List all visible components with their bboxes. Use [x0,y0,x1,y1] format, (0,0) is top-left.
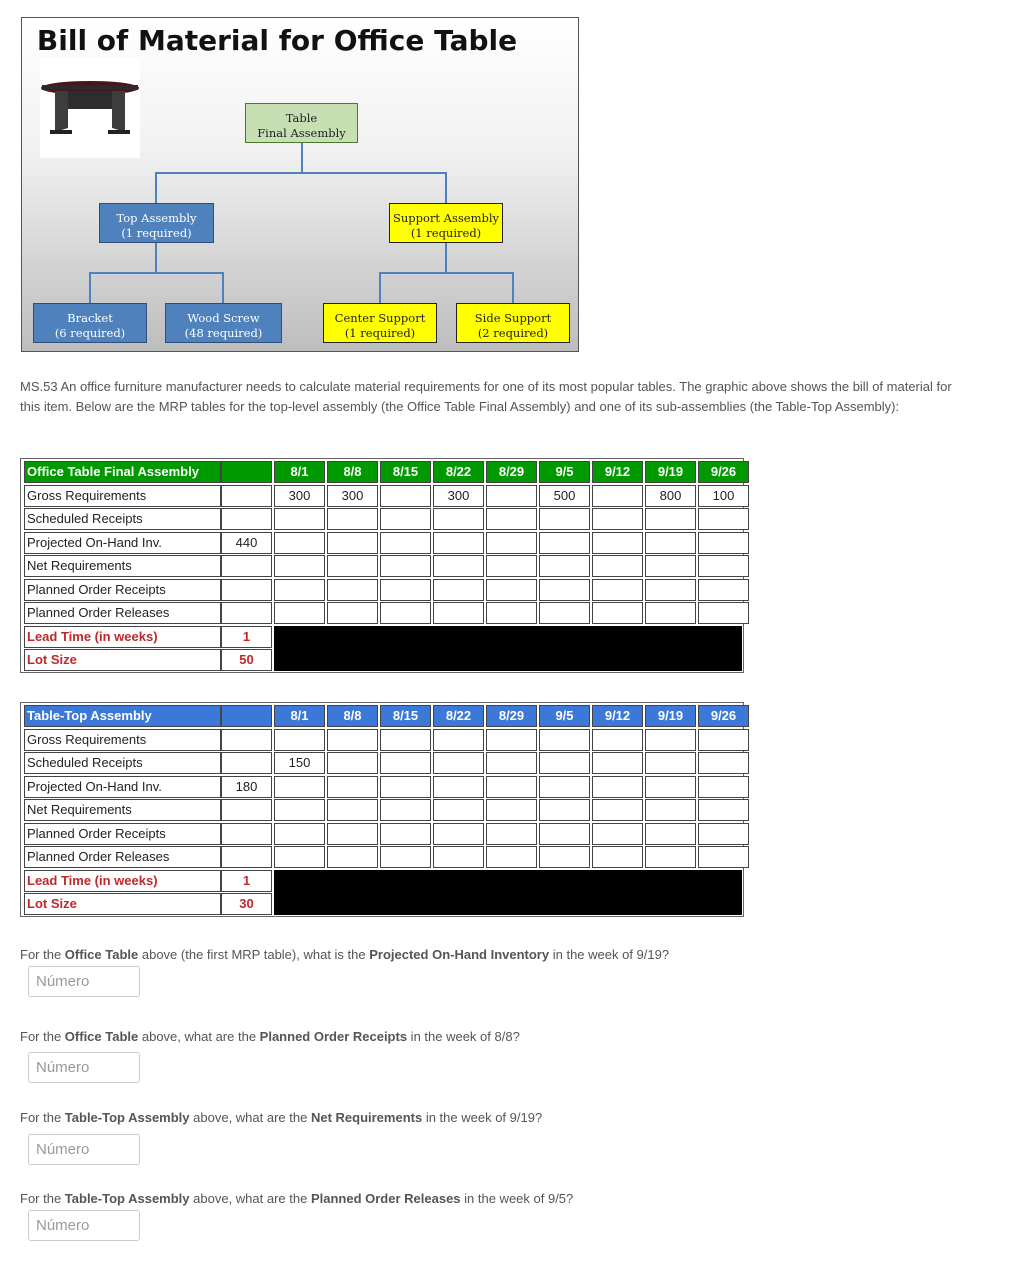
lot-size-value: 30 [221,893,272,915]
mrp-cell [645,532,696,554]
mrp-cell [539,823,590,845]
mrp-cell [274,729,325,751]
mrp-row-initial: 440 [221,532,272,554]
mrp-cell [380,508,431,530]
mrp-week-header: 8/8 [327,705,378,727]
mrp-cell [380,579,431,601]
mrp-row-label: Planned Order Releases [24,602,221,624]
mrp-row-initial [221,602,272,624]
mrp-cell [433,823,484,845]
mrp-week-header: 9/12 [592,461,643,483]
answer-input-4[interactable] [28,1210,140,1241]
mrp-row-label: Planned Order Releases [24,846,221,868]
mrp-cell [486,579,537,601]
mrp-week-header: 9/5 [539,461,590,483]
mrp-row-label: Net Requirements [24,555,221,577]
mrp-cell [327,579,378,601]
answer-input-2[interactable] [28,1052,140,1083]
mrp-week-header: 8/22 [433,461,484,483]
mrp-cell [274,602,325,624]
connector [155,172,157,203]
mrp-cell [698,579,749,601]
mrp-row-label: Scheduled Receipts [24,752,221,774]
mrp-cell [698,799,749,821]
mrp-cell [486,508,537,530]
lot-size-label: Lot Size [24,893,221,915]
mrp-row-label: Planned Order Receipts [24,823,221,845]
mrp-cell [645,508,696,530]
mrp-cell [698,823,749,845]
mrp-week-header: 8/29 [486,461,537,483]
mrp-cell [592,508,643,530]
mrp-row-initial [221,485,272,507]
mrp-cell [539,508,590,530]
mrp-row-label: Planned Order Receipts [24,579,221,601]
mrp-cell [592,532,643,554]
mrp-cell [433,752,484,774]
mrp-row-label: Scheduled Receipts [24,508,221,530]
mrp-cell [380,602,431,624]
mrp-cell [327,602,378,624]
mrp-cell [645,823,696,845]
question-4: For the Table-Top Assembly above, what are the Planned Order Releases in the week of 9/5? [20,1191,574,1206]
mrp-row-label: Projected On-Hand Inv. [24,532,221,554]
bom-diagram [21,17,579,352]
bom-title: Bill of Material for Office Table [36,24,518,57]
mrp-cell [592,752,643,774]
question-3: For the Table-Top Assembly above, what are the Net Requirements in the week of 9/19? [20,1110,543,1125]
mrp-row-initial [221,846,272,868]
mrp-row-label: Net Requirements [24,799,221,821]
mrp-table-table-top [20,702,744,917]
mrp-week-header: 8/29 [486,705,537,727]
mrp-header-blank [221,705,272,727]
mrp-row-initial [221,508,272,530]
mrp-cell [327,532,378,554]
mrp-cell [380,532,431,554]
problem-statement: MS.53 An office furniture manufacturer needs to calculate material requirements for one of its most popular tables. The graphic above shows the bill of material for this item. Below are the MRP tables for the top-level assembly (the Office Table Final Assembly) and one of its sub-assemblies (the Table-Top Assembly): [20,379,952,414]
mrp-header-blank [221,461,272,483]
mrp-cell [486,846,537,868]
mrp-week-header: 9/5 [539,705,590,727]
answer-input-3[interactable] [28,1134,140,1165]
mrp-week-header: 9/26 [698,461,749,483]
mrp-cell [486,776,537,798]
mrp-cell [539,846,590,868]
mrp-week-header: 9/19 [645,705,696,727]
mrp-cell [592,485,643,507]
mrp-cell [274,823,325,845]
lead-time-value: 1 [221,626,272,648]
mrp-cell [274,508,325,530]
question-2: For the Office Table above, what are the Planned Order Receipts in the week of 8/8? [20,1029,520,1044]
mrp-cell [274,555,325,577]
mrp-cell [592,602,643,624]
connector [155,243,157,273]
mrp-cell [433,508,484,530]
mrp-row-initial [221,823,272,845]
connector [89,272,224,274]
answer-input-1[interactable] [28,966,140,997]
mrp-row-label: Projected On-Hand Inv. [24,776,221,798]
connector [379,272,514,274]
mrp-cell [592,579,643,601]
mrp-cell [433,846,484,868]
mrp-cell [433,555,484,577]
mrp-cell [327,555,378,577]
mrp-cell [274,579,325,601]
mrp-cell [592,776,643,798]
mrp-cell: 500 [539,485,590,507]
node-side-support: Side Support (2 required) [456,303,570,343]
mrp-cell [698,846,749,868]
mrp-cell [327,752,378,774]
mrp-cell [380,799,431,821]
mrp-cell [486,799,537,821]
mrp-cell: 300 [274,485,325,507]
mrp-cell [327,799,378,821]
mrp-cell [433,799,484,821]
mrp-cell [380,776,431,798]
mrp-cell [592,799,643,821]
mrp-cell: 100 [698,485,749,507]
mrp-cell [274,776,325,798]
mrp-cell [486,752,537,774]
mrp-cell [698,532,749,554]
mrp-cell [698,602,749,624]
lot-size-label: Lot Size [24,649,221,671]
mrp-row-initial [221,579,272,601]
mrp-cell: 150 [274,752,325,774]
node-support-assembly: Support Assembly (1 required) [389,203,503,243]
mrp-cell [486,729,537,751]
mrp-cell [486,485,537,507]
mrp-cell [645,555,696,577]
mrp-cell [645,602,696,624]
mrp-cell [539,752,590,774]
node-center-support: Center Support (1 required) [323,303,437,343]
mrp-cell [486,555,537,577]
mrp-cell [698,508,749,530]
mrp-week-header: 9/19 [645,461,696,483]
mrp-row-initial [221,752,272,774]
mrp-cell [433,729,484,751]
blocked-area [274,870,742,916]
mrp-cell [698,555,749,577]
lead-time-value: 1 [221,870,272,892]
mrp-cell [698,729,749,751]
mrp-cell [539,776,590,798]
lead-time-label: Lead Time (in weeks) [24,870,221,892]
mrp-cell [380,555,431,577]
mrp-week-header: 8/1 [274,461,325,483]
mrp-cell [380,846,431,868]
node-bracket: Bracket (6 required) [33,303,147,343]
mrp-cell [592,846,643,868]
mrp-cell [327,823,378,845]
mrp-cell [698,776,749,798]
mrp-cell [539,799,590,821]
mrp-cell [380,752,431,774]
mrp-cell [645,799,696,821]
mrp-cell: 300 [327,485,378,507]
mrp-cell [539,579,590,601]
mrp-cell [486,532,537,554]
mrp-week-header: 9/26 [698,705,749,727]
mrp-cell [274,846,325,868]
mrp-cell [539,602,590,624]
mrp-cell [327,508,378,530]
connector [155,172,447,174]
mrp-cell: 800 [645,485,696,507]
mrp-cell [274,799,325,821]
mrp-week-header: 9/12 [592,705,643,727]
mrp-cell [592,729,643,751]
mrp-cell [645,752,696,774]
node-table-final-assembly: Table Final Assembly [245,103,358,143]
mrp-header-title: Table-Top Assembly [24,705,221,727]
mrp-row-label: Gross Requirements [24,729,221,751]
mrp-cell [327,846,378,868]
mrp-cell [380,823,431,845]
mrp-cell [539,532,590,554]
mrp-cell [433,579,484,601]
mrp-week-header: 8/1 [274,705,325,727]
mrp-cell [433,602,484,624]
node-top-assembly: Top Assembly (1 required) [99,203,214,243]
connector [89,272,91,303]
blocked-area [274,626,742,672]
mrp-week-header: 8/22 [433,705,484,727]
mrp-cell [645,776,696,798]
mrp-cell [327,729,378,751]
office-table-icon [40,58,140,158]
connector [222,272,224,303]
mrp-cell [698,752,749,774]
connector [445,172,447,203]
mrp-cell [380,729,431,751]
office-table-image [40,58,140,158]
mrp-cell [433,776,484,798]
mrp-header-title: Office Table Final Assembly [24,461,221,483]
mrp-row-label: Gross Requirements [24,485,221,507]
mrp-cell [327,776,378,798]
question-1: For the Office Table above (the first MRP table), what is the Projected On-Hand Inventory in the week of 9/19? [20,947,670,962]
connector [445,243,447,273]
mrp-week-header: 8/15 [380,461,431,483]
mrp-row-initial: 180 [221,776,272,798]
mrp-table-office-table [20,458,744,673]
mrp-row-initial [221,555,272,577]
mrp-cell [645,729,696,751]
mrp-cell [539,729,590,751]
mrp-week-header: 8/15 [380,705,431,727]
mrp-cell [592,823,643,845]
mrp-cell [645,846,696,868]
mrp-cell [645,579,696,601]
mrp-cell [486,823,537,845]
connector [301,142,303,173]
connector [512,272,514,303]
mrp-cell [433,532,484,554]
mrp-cell [592,555,643,577]
node-wood-screw: Wood Screw (48 required) [165,303,282,343]
mrp-cell [380,485,431,507]
mrp-cell [486,602,537,624]
mrp-week-header: 8/8 [327,461,378,483]
mrp-row-initial [221,729,272,751]
lot-size-value: 50 [221,649,272,671]
lead-time-label: Lead Time (in weeks) [24,626,221,648]
mrp-cell [539,555,590,577]
mrp-cell: 300 [433,485,484,507]
mrp-cell [274,532,325,554]
mrp-row-initial [221,799,272,821]
connector [379,272,381,303]
